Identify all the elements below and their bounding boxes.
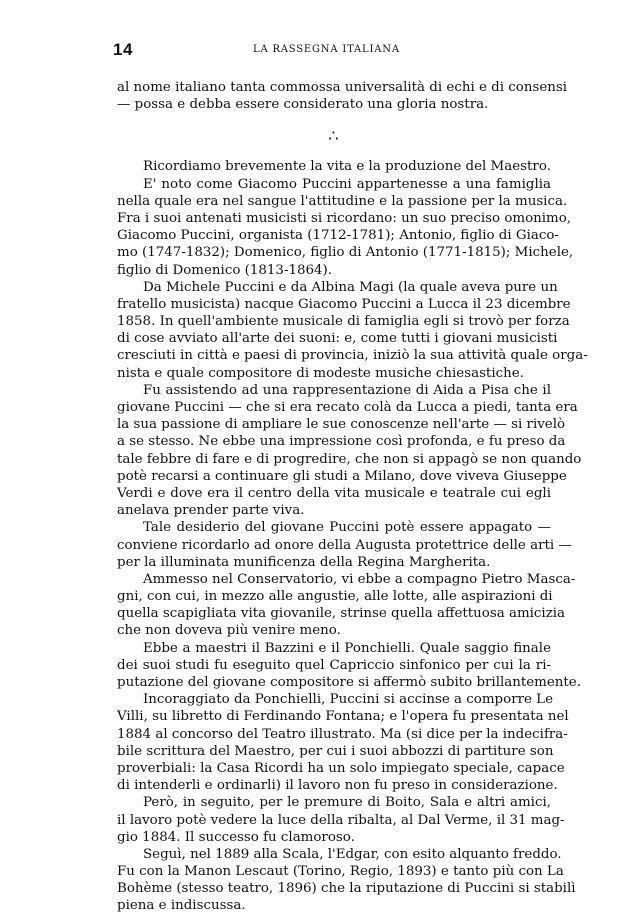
page-number: 14 <box>113 40 133 59</box>
text-line: Tale desiderio del giovane Puccini potè essere appagato — <box>143 520 551 536</box>
text-line: potè recarsi a continuare gli studi a Milano, dove viveva Giuseppe <box>117 468 567 484</box>
text-line: il lavoro potè vedere la luce della ribalta, al Dal Verme, il 31 mag- <box>117 812 565 828</box>
text-line: Fra i suoi antenati musicisti si ricordano: un suo preciso omonimo, <box>117 210 572 226</box>
text-line: Seguì, nel 1889 alla Scala, l'Edgar, con esito alquanto freddo. <box>143 846 562 862</box>
text-line: 1858. In quell'ambiente musicale di famiglia egli si trovò per forza <box>117 314 570 330</box>
text-line: di intenderli e ordinarli) il lavoro non fu preso in considerazione. <box>117 778 558 794</box>
text-line: mo (1747-1832); Domenico, figlio di Antonio (1771-1815); Michele, <box>117 245 574 261</box>
text-line: quella scapigliata vita giovanile, strinse quella affettuosa amicizia <box>117 606 566 622</box>
body-text <box>117 79 588 915</box>
page-header <box>113 40 547 62</box>
text-line: 1884 al concorso del Teatro illustrato. Ma (si dice per la indecifra- <box>117 726 568 742</box>
text-line: cresciuti in città e paesi di provincia, iniziò la sua attività quale orga- <box>117 348 588 364</box>
text-line: nista e quale compositore di modeste musiche chiesastiche. <box>117 365 524 381</box>
text-line: Però, in seguito, per le premure di Boito, Sala e altri amici, <box>143 795 551 811</box>
text-line: gio 1884. Il successo fu clamoroso. <box>117 829 355 845</box>
text-line: Verdi e dove era il centro della vita musicale e teatrale cui egli <box>117 485 551 501</box>
text-line: di cose avviato all'arte dei suoni: e, come tutti i giovani musicisti <box>117 331 558 347</box>
text-line: proverbiali: la Casa Ricordi ha un solo impiegato speciale, capace <box>117 760 565 776</box>
text-line: gni, con cui, in mezzo alle angustie, alle lotte, alle aspirazioni di <box>117 589 553 605</box>
text-line: giovane Puccini — che si era recato colà da Lucca a piedi, tanta era <box>117 400 578 415</box>
running-title: LA RASSEGNA ITALIANA <box>253 44 400 55</box>
text-line: tale febbre di fare e di progredire, che non si appagò se non quando <box>117 451 582 467</box>
text-line: bile scrittura del Maestro, per cui i suoi abbozzi di partiture son <box>117 743 554 759</box>
text-line: Bohème (stesso teatro, 1896) che la riputazione di Puccini si stabilì <box>117 881 576 897</box>
text-line: Ricordiamo brevemente la vita e la produzione del Maestro. <box>143 159 551 175</box>
text-line: al nome italiano tanta commossa universalità di echi e di consensi <box>117 80 568 95</box>
text-line: fratello musicista) nacque Giacomo Puccini a Lucca il 23 dicembre <box>117 296 571 312</box>
text-line: Giacomo Puccini, organista (1712-1781); Antonio, figlio di Giaco- <box>117 228 559 244</box>
section-ornament: ∴ <box>328 126 340 146</box>
text-line: conviene ricordarlo ad onore della Augusta protettrice delle arti — <box>117 537 572 553</box>
text-line: Da Michele Puccini e da Albina Magi (la quale aveva pure un <box>143 279 558 295</box>
text-line: putazione del giovane compositore si affermò subito brillantemente. <box>117 675 581 690</box>
text-line: Incoraggiato da Ponchielli, Puccini si accinse a comporre Le <box>143 692 553 708</box>
text-line: che non doveva più venire meno. <box>117 623 341 639</box>
text-line: per la illuminata munificenza della Regina Margherita. <box>117 554 491 570</box>
text-line: Villi, su libretto di Ferdinando Fontana; e l'opera fu presentata nel <box>117 709 569 725</box>
text-line: Fu con la Manon Lescaut (Torino, Regio, 1893) e tanto più con La <box>117 864 564 880</box>
text-line: a se stesso. Ne ebbe una impressione così profonda, e fu preso da <box>117 434 566 450</box>
text-line: E' noto come Giacomo Puccini appartenesse a una famiglia <box>143 176 551 192</box>
text-line: Ammesso nel Conservatorio, vi ebbe a compagno Pietro Masca- <box>143 571 576 587</box>
text-line: anelava prender parte viva. <box>117 503 305 519</box>
text-line: nella quale era nel sangue l'attitudine e la passione per la musica. <box>117 193 568 209</box>
text-line: dei suoi studi fu eseguito quel Capriccio sinfonico per cui la ri- <box>117 657 551 673</box>
text-line: la sua passione di ampliare le sue conoscenze nell'arte — si rivelò <box>117 417 566 433</box>
text-line: Ebbe a maestri il Bazzini e il Ponchielli. Quale saggio finale <box>143 640 551 656</box>
text-line: Fu assistendo ad una rappresentazione di Aida a Pisa che il <box>143 382 551 398</box>
text-line: figlio di Domenico (1813-1864). <box>117 262 333 278</box>
text-line: piena e indiscussa. <box>117 898 246 914</box>
text-line: — possa e debba essere considerato una gloria nostra. <box>117 97 489 113</box>
